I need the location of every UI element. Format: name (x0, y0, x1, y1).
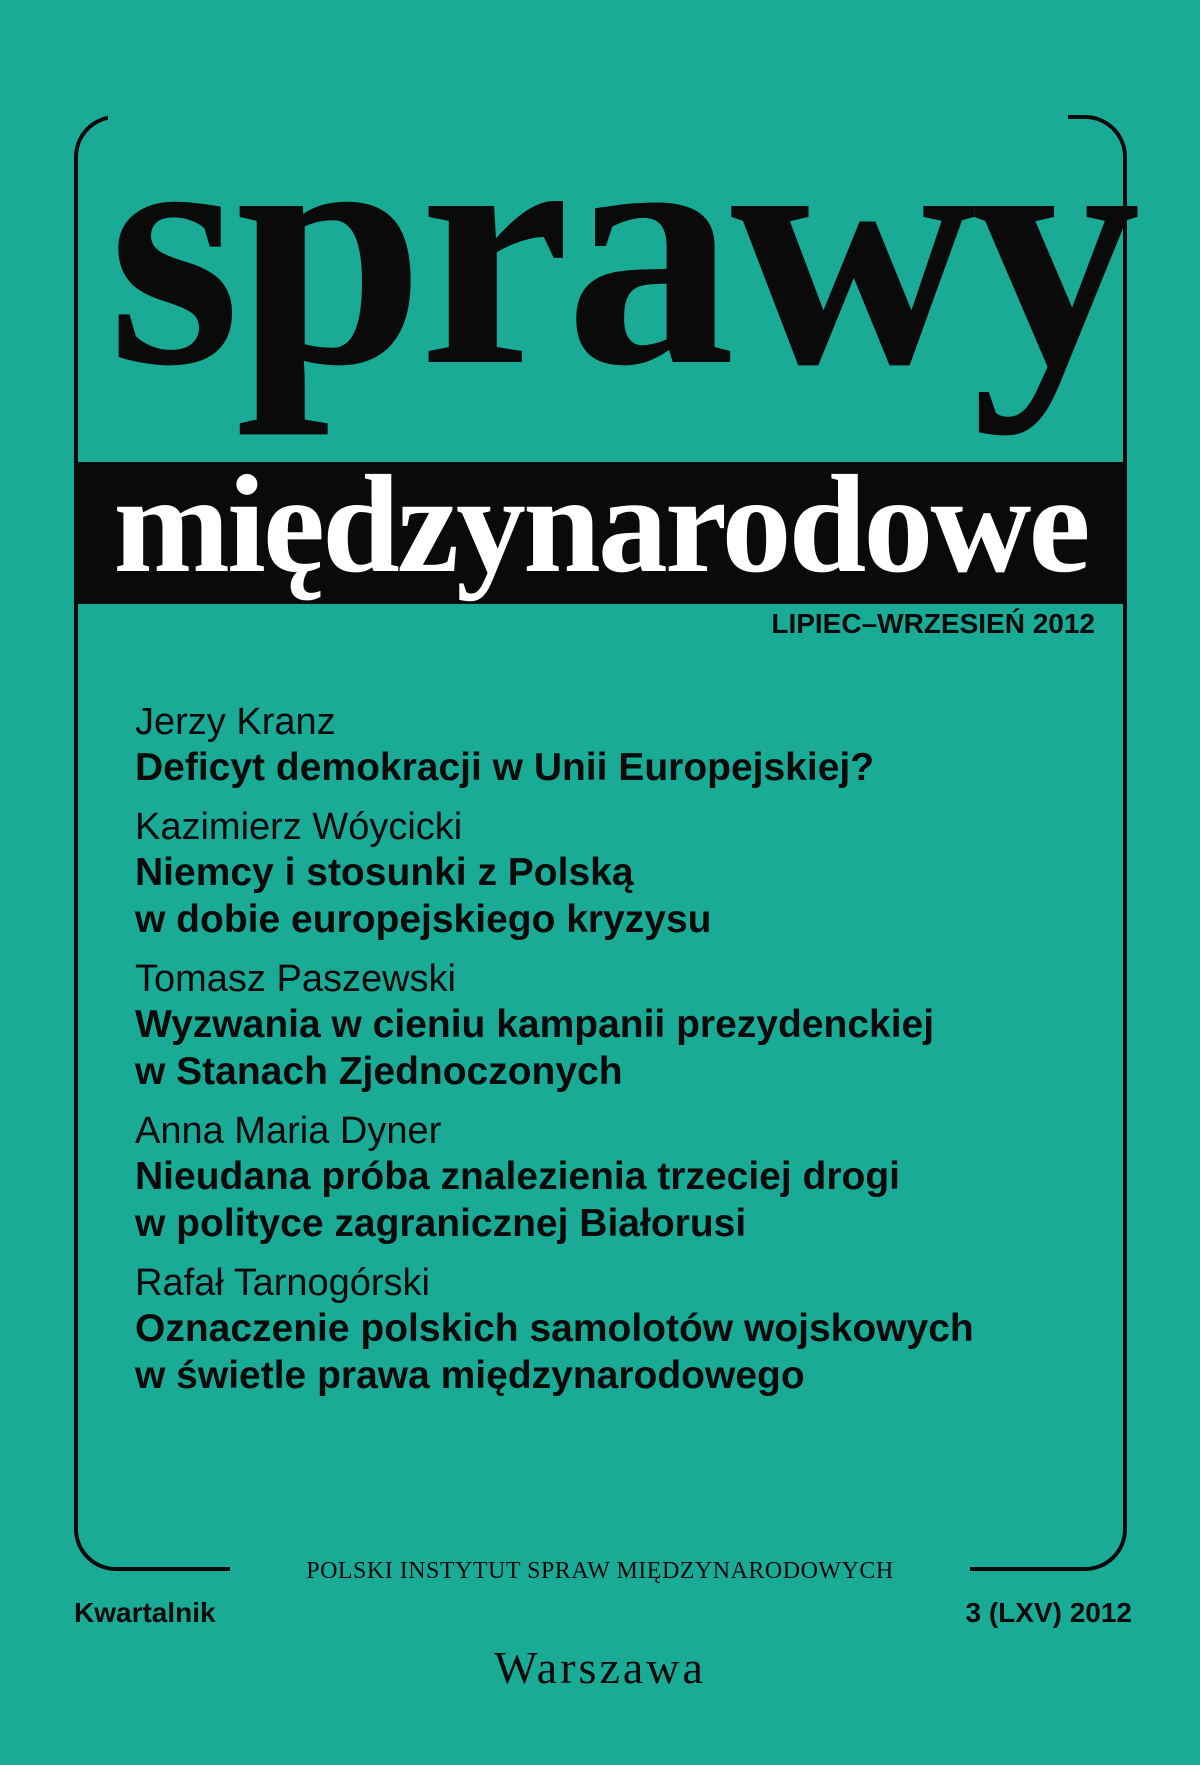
article-title-line: Niemcy i stosunki z Polską (135, 851, 634, 894)
article-title-line: Nieudana próba znalezienia trzeciej drogi (135, 1155, 901, 1198)
article-title-line: Oznaczenie polskich samolotów wojskowych (135, 1307, 974, 1350)
article-entry (135, 700, 1095, 791)
issue-number: 3 (LXV) 2012 (965, 1597, 1132, 1628)
article-author: Tomasz Paszewski (135, 958, 456, 1000)
article-author: Rafał Tarnogórski (135, 1262, 431, 1304)
article-author: Anna Maria Dyner (135, 1110, 442, 1152)
periodicity-label: Kwartalnik (74, 1597, 216, 1628)
journal-title: sprawy (108, 59, 1136, 436)
article-author: Jerzy Kranz (135, 701, 336, 743)
article-entry (135, 957, 1095, 1095)
article-author: Kazimierz Wóycicki (135, 806, 463, 848)
article-entry (135, 1109, 1095, 1247)
publication-city: Warszawa (494, 1642, 706, 1693)
article-entry (135, 1261, 1095, 1399)
article-title-line: w dobie europejskiego kryzysu (135, 898, 712, 941)
publisher-name: POLSKI INSTYTUT SPRAW MIĘDZYNARODOWYCH (230, 1550, 970, 1592)
article-title-line: w Stanach Zjednoczonych (135, 1050, 623, 1093)
issue-date: LIPIEC–WRZESIEŃ 2012 (771, 608, 1095, 639)
article-entry (135, 805, 1095, 943)
article-title-line: w świetle prawa międzynarodowego (135, 1354, 805, 1397)
article-title-line: w polityce zagranicznej Białorusi (135, 1202, 747, 1245)
table-of-contents (135, 700, 1095, 1413)
article-title-line: Deficyt demokracji w Unii Europejskiej? (135, 746, 875, 789)
article-title-line: Wyzwania w cieniu kampanii prezydenckiej (135, 1003, 935, 1046)
journal-subtitle: międzynarodowe (113, 447, 1088, 602)
